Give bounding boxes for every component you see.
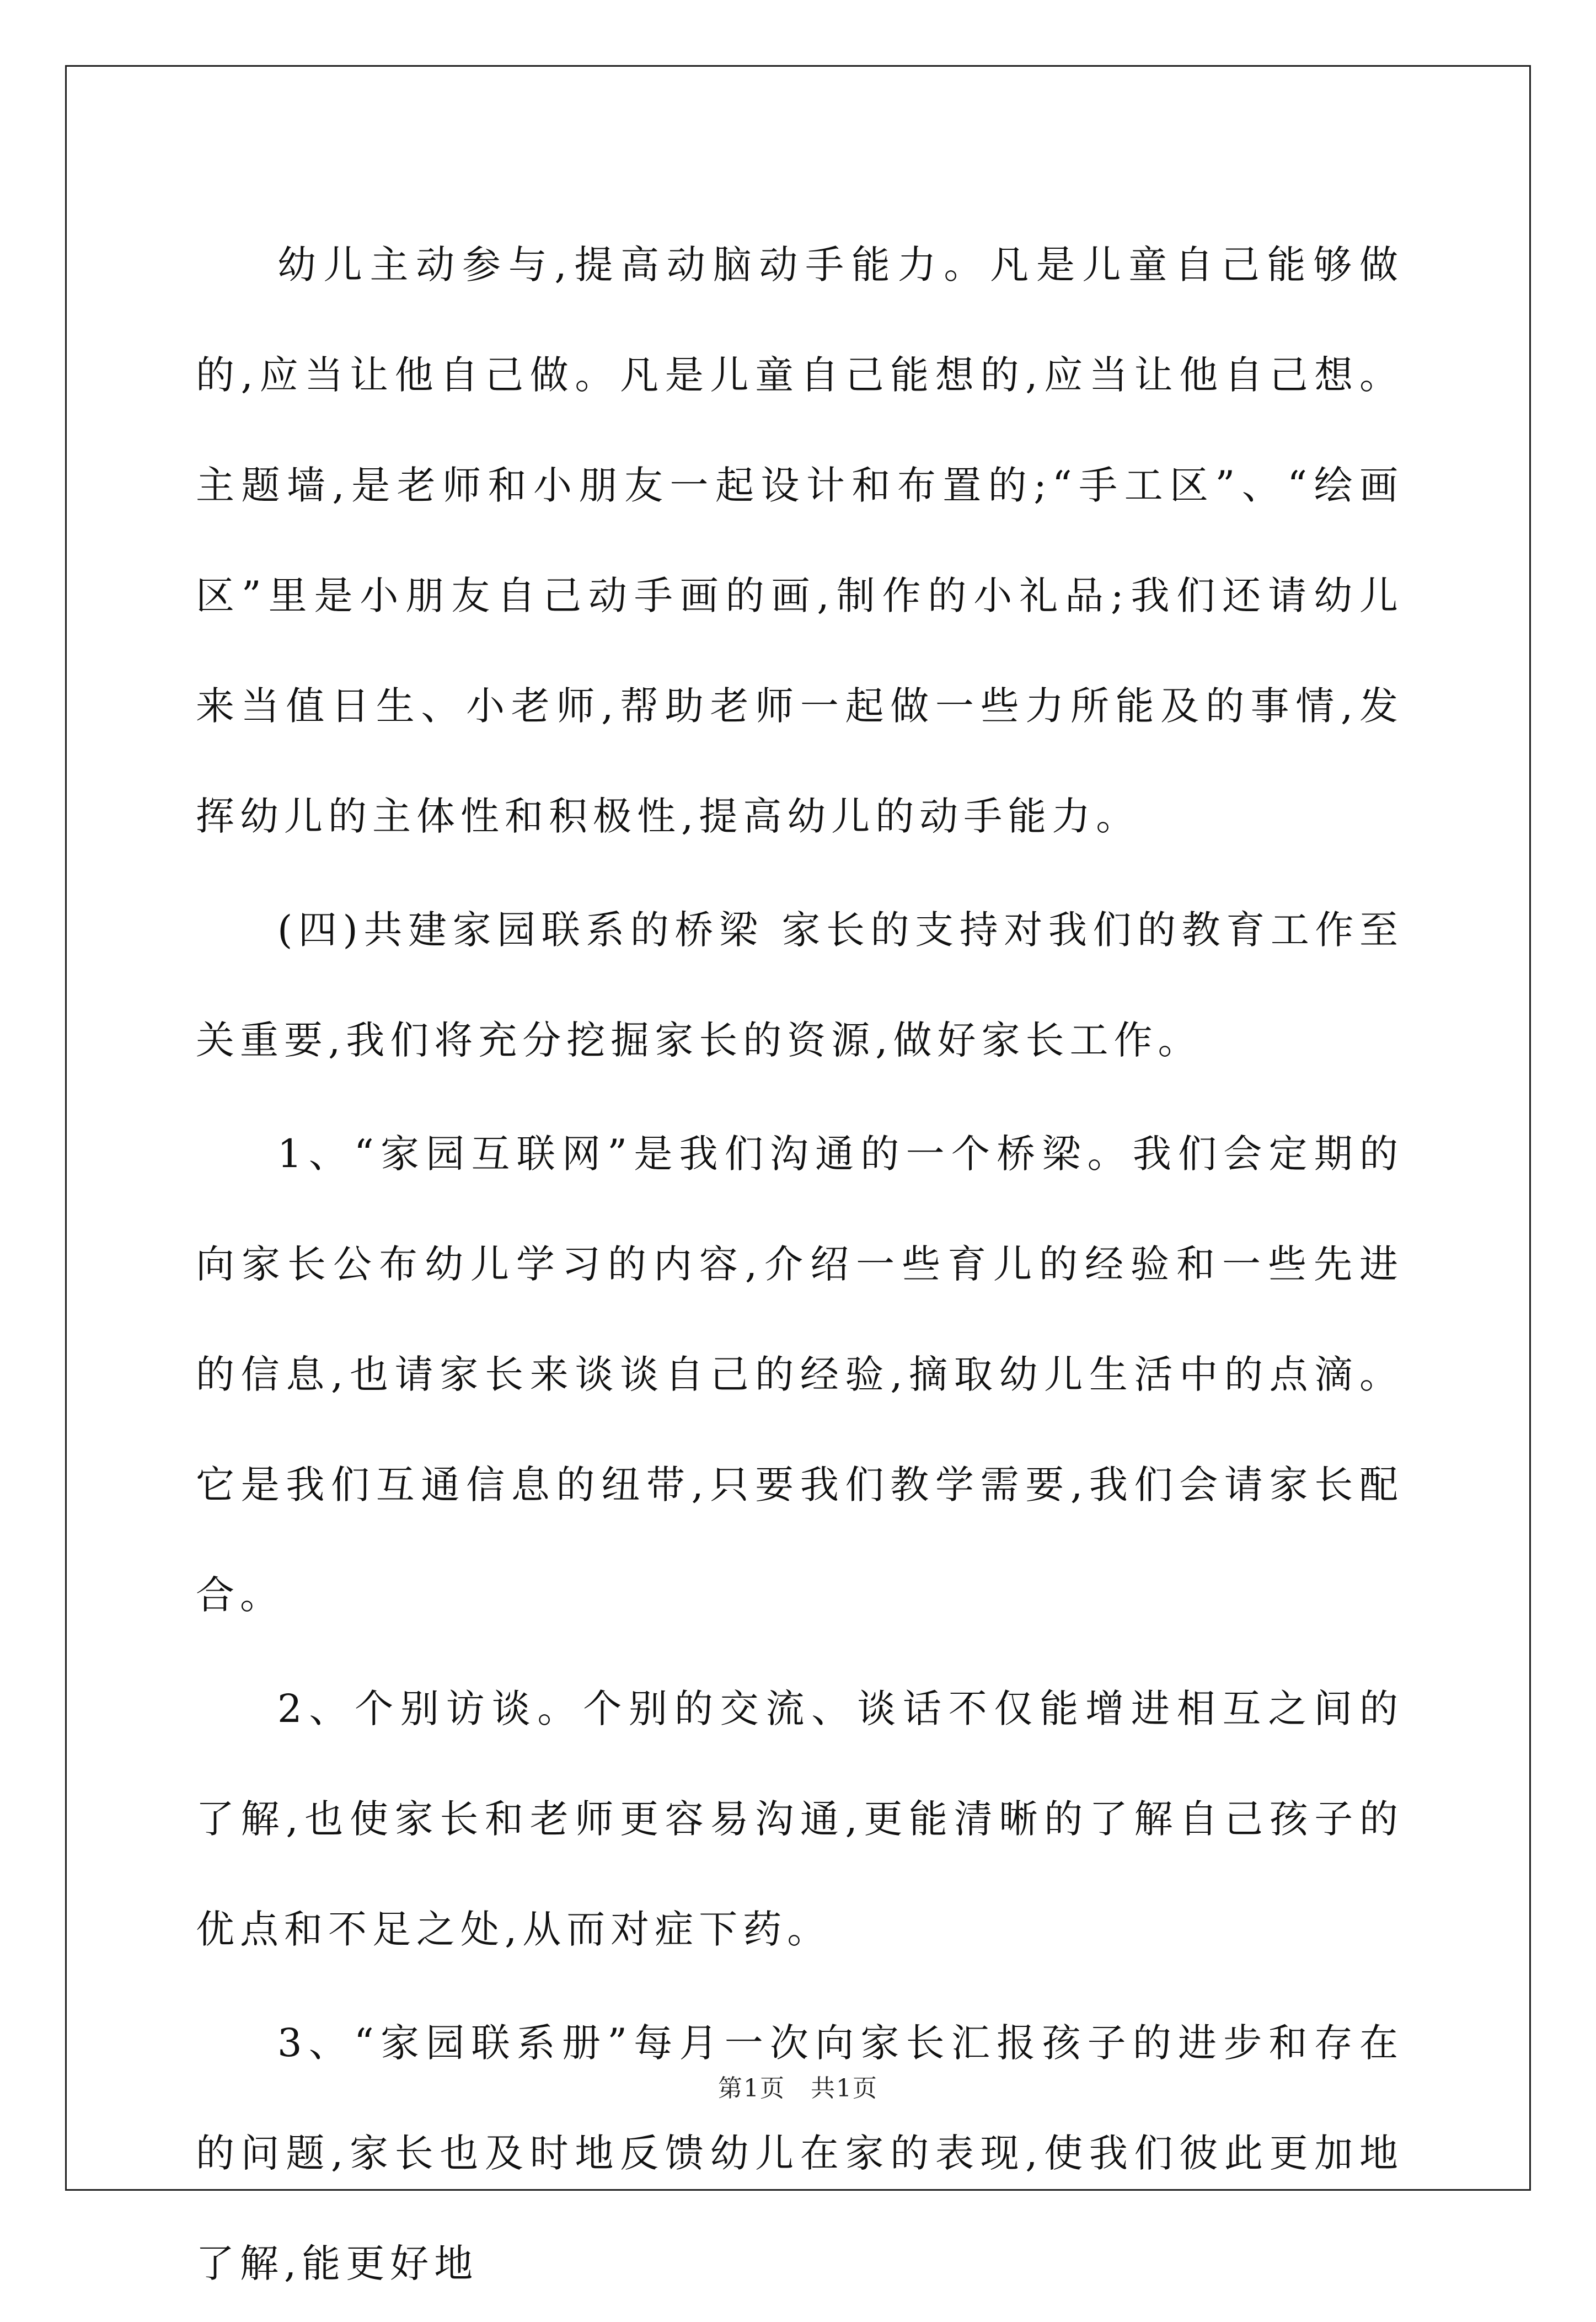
- document-body: [196, 210, 1404, 2322]
- paragraph-children-participation: 幼儿主动参与,提高动脑动手能力。凡是儿童自己能够做的,应当让他自己做。凡是儿童自己能想的,应当让他自己想。主题墙,是老师和小朋友一起设计和布置的;“手工区”、“绘画区”里是小朋友自己动手画的画,制作的小礼品;我们还请幼儿来当值日生、小老师,帮助老师一起做一些力所能及的事情,发挥幼儿的主体性和积极性,提高幼儿的动手能力。: [196, 242, 1404, 839]
- page-number-footer: 第1页 共1页: [718, 2074, 878, 2102]
- paragraph-home-school-network: 1、“家园互联网”是我们沟通的一个桥梁。我们会定期的向家长公布幼儿学习的内容,介绍一些育儿的经验和一些先进的信息,也请家长来谈谈自己的经验,摘取幼儿生活中的点滴。它是我们互通信息的纽带,只要我们教学需要,我们会请家长配合。: [196, 1131, 1404, 1618]
- paragraph-individual-interviews: 2、个别访谈。个别的交流、谈话不仅能增进相互之间的了解,也使家长和老师更容易沟通,更能清晰的了解自己孩子的优点和不足之处,从而对症下药。: [196, 1686, 1404, 1952]
- paragraph-home-school-bridge: (四)共建家园联系的桥梁 家长的支持对我们的教育工作至关重要,我们将充分挖掘家长的资源,做好家长工作。: [196, 907, 1404, 1063]
- paragraph-contact-booklet: 3、“家园联系册”每月一次向家长汇报孩子的进步和存在的问题,家长也及时地反馈幼儿在家的表现,使我们彼此更加地了解,能更好地: [196, 2020, 1404, 2286]
